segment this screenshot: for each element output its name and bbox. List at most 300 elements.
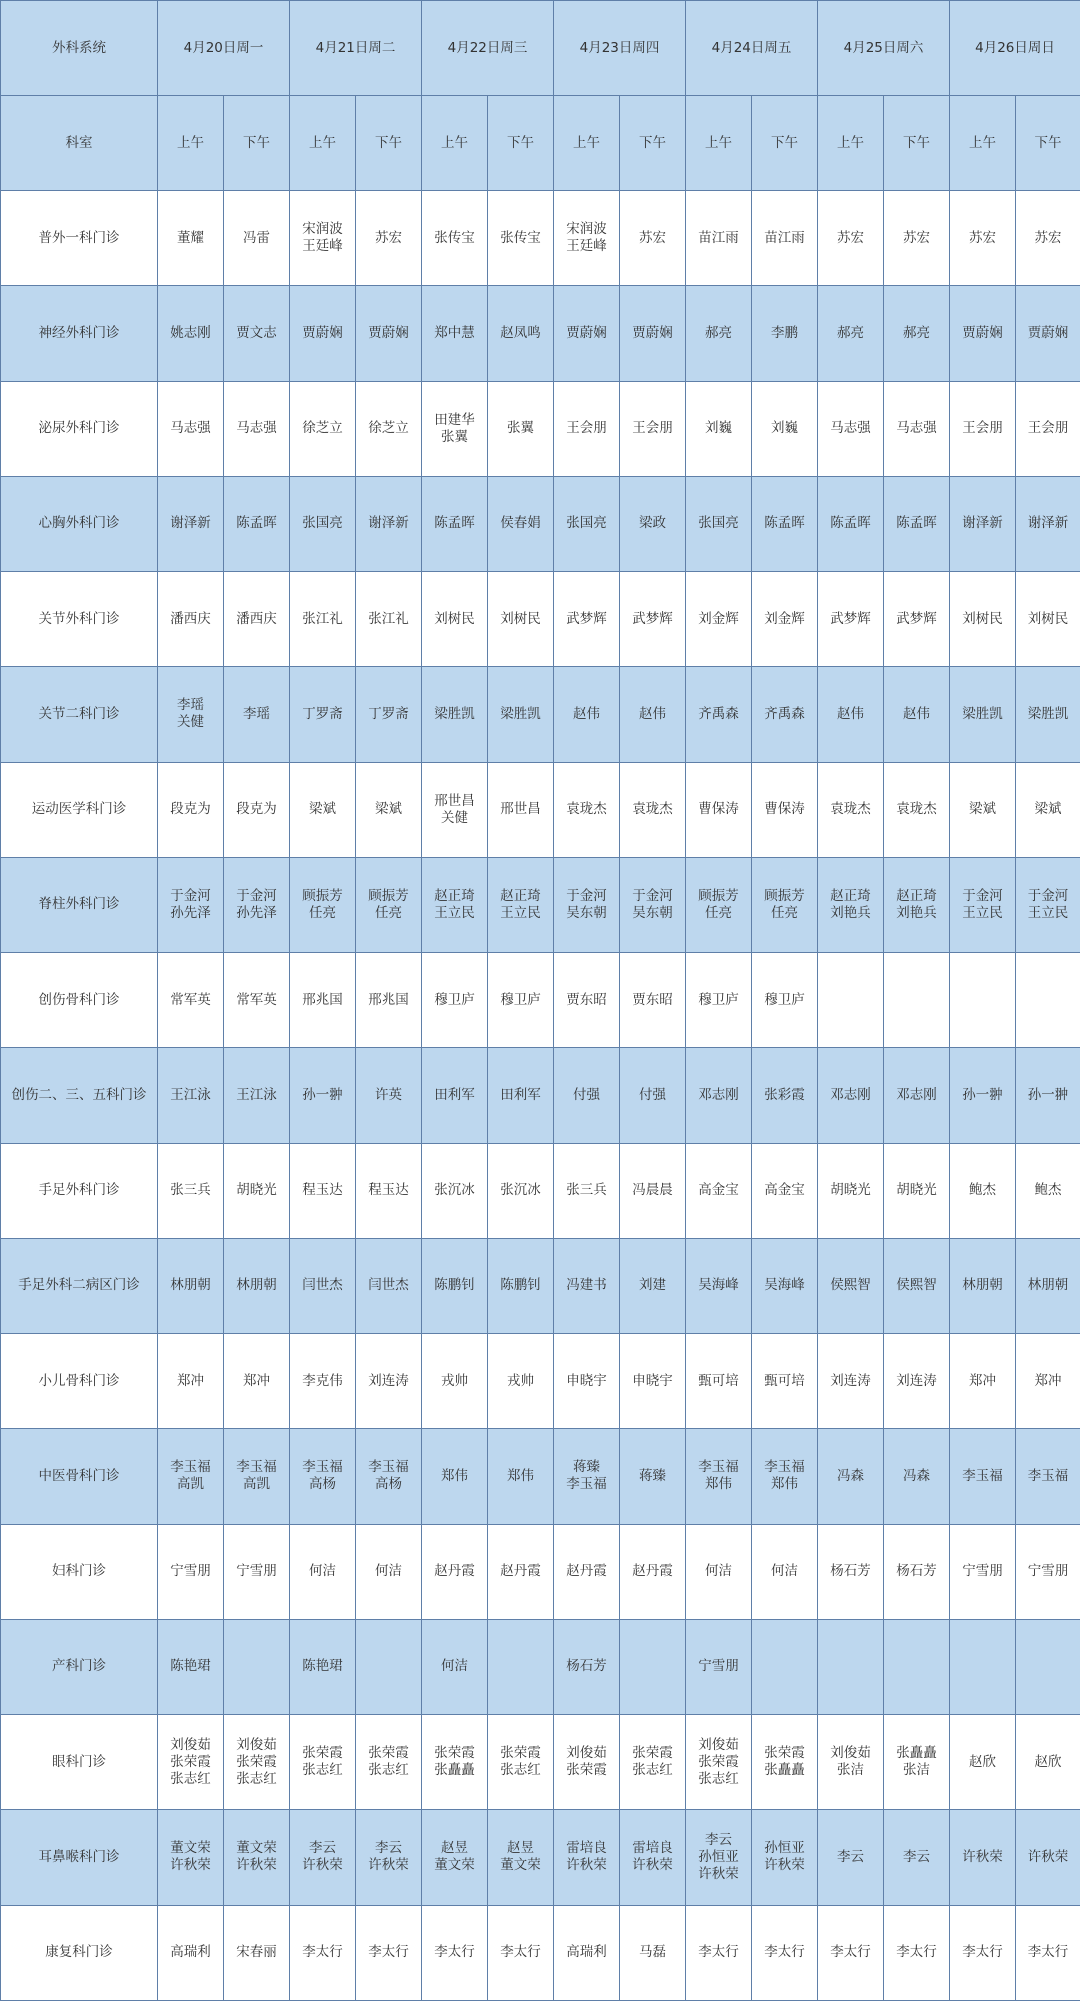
am-doctor-cell	[290, 1238, 356, 1333]
am-doctor-cell	[950, 476, 1016, 571]
am-doctor-cell	[158, 1334, 224, 1429]
doctor-name: 张彩霞	[752, 1087, 817, 1104]
doctor-name: 许英	[356, 1087, 421, 1104]
am-doctor-cell	[554, 762, 620, 857]
doctor-name: 顾振芳	[752, 888, 817, 905]
doctor-name: 谢泽新	[356, 515, 421, 532]
am-doctor-cell	[554, 1905, 620, 2000]
pm-doctor-cell	[356, 286, 422, 381]
pm-doctor-cell	[488, 1905, 554, 2000]
pm-doctor-cell	[620, 1334, 686, 1429]
pm-doctor-cell	[884, 1143, 950, 1238]
am-doctor-cell	[158, 191, 224, 286]
pm-doctor-cell	[752, 286, 818, 381]
table-row	[1, 1334, 1080, 1429]
doctor-name: 梁斌	[356, 801, 421, 818]
am-doctor-cell	[158, 1048, 224, 1143]
pm-doctor-cell	[1016, 857, 1080, 952]
doctor-name: 贾蔚娴	[1016, 325, 1080, 342]
doctor-name: 赵丹霞	[422, 1563, 487, 1580]
pm-doctor-cell	[1016, 1048, 1080, 1143]
doctor-name: 张志红	[356, 1762, 421, 1779]
am-doctor-cell	[290, 191, 356, 286]
doctor-name: 孙恒亚	[752, 1840, 817, 1857]
am-doctor-cell	[818, 857, 884, 952]
doctor-name: 李太行	[356, 1944, 421, 1961]
doctor-name: 田利军	[422, 1087, 487, 1104]
pm-doctor-cell	[224, 1905, 290, 2000]
doctor-name: 谢泽新	[950, 515, 1015, 532]
pm-doctor-cell	[752, 762, 818, 857]
am-doctor-cell	[290, 1334, 356, 1429]
pm-doctor-cell	[752, 667, 818, 762]
pm-doctor-cell	[1016, 762, 1080, 857]
pm-doctor-cell	[356, 953, 422, 1048]
am-doctor-cell	[818, 1429, 884, 1524]
department-name: 创伤二、三、五科门诊	[1, 1048, 158, 1143]
pm-doctor-cell	[752, 953, 818, 1048]
doctor-name: 刘树民	[422, 611, 487, 628]
doctor-name: 董文荣	[488, 1857, 553, 1874]
doctor-name: 马志强	[818, 420, 883, 437]
doctor-name: 宋润波	[554, 221, 619, 238]
table-row	[1, 1238, 1080, 1333]
pm-doctor-cell	[1016, 953, 1080, 1048]
doctor-name: 苏宏	[818, 230, 883, 247]
pm-doctor-cell	[1016, 381, 1080, 476]
am-doctor-cell	[950, 1048, 1016, 1143]
doctor-name: 袁珑杰	[884, 801, 949, 818]
doctor-name: 于金河	[950, 888, 1015, 905]
doctor-name: 陈孟晖	[224, 515, 289, 532]
pm-doctor-cell	[488, 1334, 554, 1429]
am-doctor-cell	[290, 1143, 356, 1238]
doctor-name: 王会朋	[620, 420, 685, 437]
doctor-name: 李瑶	[158, 697, 223, 714]
doctor-name: 张荣霞	[620, 1745, 685, 1762]
am-doctor-cell	[950, 762, 1016, 857]
doctor-name: 张荣霞	[686, 1754, 751, 1771]
am-doctor-cell	[422, 381, 488, 476]
pm-doctor-cell	[224, 1238, 290, 1333]
doctor-name: 顾振芳	[290, 888, 355, 905]
doctor-name: 许秋荣	[620, 1857, 685, 1874]
doctor-name: 许秋荣	[224, 1857, 289, 1874]
pm-doctor-cell	[356, 476, 422, 571]
pm-doctor-cell	[884, 762, 950, 857]
am-doctor-cell	[290, 953, 356, 1048]
doctor-name: 邓志刚	[686, 1087, 751, 1104]
pm-doctor-cell	[752, 1715, 818, 1810]
doctor-name: 梁胜凯	[488, 706, 553, 723]
am-doctor-cell	[554, 191, 620, 286]
doctor-name: 于金河	[1016, 888, 1080, 905]
pm-header: 下午	[356, 96, 422, 191]
doctor-name: 董文荣	[422, 1857, 487, 1874]
doctor-name: 刘树民	[1016, 611, 1080, 628]
doctor-name: 李太行	[1016, 1944, 1080, 1961]
pm-doctor-cell	[1016, 286, 1080, 381]
doctor-name: 王廷峰	[554, 238, 619, 255]
doctor-name: 贾蔚娴	[356, 325, 421, 342]
department-name: 运动医学科门诊	[1, 762, 158, 857]
doctor-name: 张矗矗	[422, 1762, 487, 1779]
doctor-name: 许秋荣	[1016, 1849, 1080, 1866]
department-name: 普外一科门诊	[1, 191, 158, 286]
am-doctor-cell	[422, 667, 488, 762]
doctor-name: 胡晓光	[224, 1182, 289, 1199]
doctor-name: 陈孟晖	[752, 515, 817, 532]
doctor-name: 赵伟	[884, 706, 949, 723]
pm-doctor-cell	[224, 1429, 290, 1524]
doctor-name: 许秋荣	[752, 1857, 817, 1874]
doctor-name: 张传宝	[422, 230, 487, 247]
doctor-name: 高凯	[158, 1476, 223, 1493]
doctor-name: 郑冲	[224, 1373, 289, 1390]
pm-doctor-cell	[1016, 572, 1080, 667]
doctor-name: 许秋荣	[554, 1857, 619, 1874]
doctor-name: 梁斌	[290, 801, 355, 818]
doctor-name: 冯晨晨	[620, 1182, 685, 1199]
doctor-name: 李太行	[884, 1944, 949, 1961]
pm-doctor-cell	[884, 1715, 950, 1810]
doctor-name: 吴海峰	[686, 1277, 751, 1294]
doctor-name: 郑中慧	[422, 325, 487, 342]
doctor-name: 郑伟	[752, 1476, 817, 1493]
doctor-name: 梁政	[620, 515, 685, 532]
doctor-name: 王江泳	[158, 1087, 223, 1104]
am-doctor-cell	[290, 286, 356, 381]
doctor-name: 申晓宇	[554, 1373, 619, 1390]
doctor-name: 高杨	[290, 1476, 355, 1493]
doctor-name: 董文荣	[158, 1840, 223, 1857]
pm-doctor-cell	[488, 572, 554, 667]
date-header-sun: 4月26日周日	[950, 1, 1080, 96]
doctor-name: 段克为	[158, 801, 223, 818]
am-doctor-cell	[818, 1715, 884, 1810]
doctor-name: 李玉福	[158, 1459, 223, 1476]
doctor-name: 高杨	[356, 1476, 421, 1493]
am-header: 上午	[290, 96, 356, 191]
doctor-name: 王江泳	[224, 1087, 289, 1104]
doctor-name: 苏宏	[620, 230, 685, 247]
doctor-name: 郝亮	[686, 325, 751, 342]
doctor-name: 杨石芳	[818, 1563, 883, 1580]
pm-doctor-cell	[356, 1048, 422, 1143]
pm-doctor-cell	[884, 667, 950, 762]
doctor-name: 林朋朝	[1016, 1277, 1080, 1294]
doctor-name: 张矗矗	[884, 1745, 949, 1762]
am-doctor-cell	[158, 1810, 224, 1905]
doctor-name: 任亮	[686, 905, 751, 922]
pm-doctor-cell	[356, 667, 422, 762]
table-row	[1, 572, 1080, 667]
am-doctor-cell	[554, 1619, 620, 1714]
doctor-name: 宁雪朋	[950, 1563, 1015, 1580]
doctor-name: 孙先泽	[158, 905, 223, 922]
am-doctor-cell	[290, 1619, 356, 1714]
am-doctor-cell	[290, 1715, 356, 1810]
pm-doctor-cell	[356, 762, 422, 857]
pm-doctor-cell	[884, 381, 950, 476]
doctor-name: 贾文志	[224, 325, 289, 342]
doctor-name: 张三兵	[554, 1182, 619, 1199]
doctor-name: 李克伟	[290, 1373, 355, 1390]
doctor-name: 申晓宇	[620, 1373, 685, 1390]
pm-doctor-cell	[356, 1715, 422, 1810]
doctor-name: 刘俊茹	[224, 1737, 289, 1754]
am-doctor-cell	[818, 476, 884, 571]
doctor-name: 孙先泽	[224, 905, 289, 922]
doctor-name: 赵丹霞	[488, 1563, 553, 1580]
am-doctor-cell	[158, 286, 224, 381]
table-row	[1, 381, 1080, 476]
doctor-name: 李太行	[950, 1944, 1015, 1961]
doctor-name: 冯建书	[554, 1277, 619, 1294]
doctor-name: 马磊	[620, 1944, 685, 1961]
am-doctor-cell	[950, 953, 1016, 1048]
am-doctor-cell	[290, 1429, 356, 1524]
department-name: 关节二科门诊	[1, 667, 158, 762]
pm-doctor-cell	[488, 667, 554, 762]
pm-doctor-cell	[752, 1334, 818, 1429]
doctor-name: 侯春娟	[488, 515, 553, 532]
doctor-name: 郑冲	[158, 1373, 223, 1390]
doctor-name: 张志红	[158, 1771, 223, 1788]
am-doctor-cell	[686, 1715, 752, 1810]
doctor-name: 张荣霞	[488, 1745, 553, 1762]
doctor-name: 苏宏	[1016, 230, 1080, 247]
doctor-name: 蒋臻	[554, 1459, 619, 1476]
pm-doctor-cell	[488, 286, 554, 381]
doctor-name: 邢世昌	[488, 801, 553, 818]
doctor-name: 张洁	[884, 1762, 949, 1779]
doctor-name: 杨石芳	[554, 1658, 619, 1675]
doctor-name: 陈孟晖	[818, 515, 883, 532]
doctor-name: 闫世杰	[356, 1277, 421, 1294]
pm-doctor-cell	[884, 1429, 950, 1524]
pm-doctor-cell	[620, 476, 686, 571]
pm-doctor-cell	[752, 191, 818, 286]
doctor-name: 杨石芳	[884, 1563, 949, 1580]
pm-doctor-cell	[884, 1905, 950, 2000]
doctor-name: 李鹏	[752, 325, 817, 342]
department-name: 脊柱外科门诊	[1, 857, 158, 952]
doctor-name: 王会朋	[1016, 420, 1080, 437]
doctor-name: 付强	[620, 1087, 685, 1104]
pm-doctor-cell	[488, 1524, 554, 1619]
doctor-name: 王廷峰	[290, 238, 355, 255]
doctor-name: 何洁	[356, 1563, 421, 1580]
am-doctor-cell	[290, 667, 356, 762]
doctor-name: 苏宏	[356, 230, 421, 247]
table-row	[1, 1905, 1080, 2000]
doctor-name: 邓志刚	[818, 1087, 883, 1104]
doctor-name: 张荣霞	[752, 1745, 817, 1762]
doctor-name: 何洁	[290, 1563, 355, 1580]
am-doctor-cell	[818, 1048, 884, 1143]
am-doctor-cell	[554, 1429, 620, 1524]
am-doctor-cell	[422, 762, 488, 857]
pm-header: 下午	[620, 96, 686, 191]
pm-doctor-cell	[224, 1715, 290, 1810]
doctor-name: 苏宏	[950, 230, 1015, 247]
doctor-name: 胡晓光	[884, 1182, 949, 1199]
doctor-name: 任亮	[290, 905, 355, 922]
doctor-name: 郝亮	[884, 325, 949, 342]
pm-doctor-cell	[488, 476, 554, 571]
system-label: 外科系统	[1, 1, 158, 96]
doctor-name: 宁雪朋	[158, 1563, 223, 1580]
table-row	[1, 1524, 1080, 1619]
am-doctor-cell	[686, 1334, 752, 1429]
pm-header: 下午	[752, 96, 818, 191]
doctor-name: 赵正琦	[488, 888, 553, 905]
doctor-name: 张矗矗	[752, 1762, 817, 1779]
doctor-name: 张荣霞	[224, 1754, 289, 1771]
doctor-name: 李云	[356, 1840, 421, 1857]
doctor-name: 顾振芳	[356, 888, 421, 905]
pm-doctor-cell	[620, 286, 686, 381]
am-doctor-cell	[818, 1524, 884, 1619]
am-doctor-cell	[950, 1524, 1016, 1619]
am-doctor-cell	[950, 1905, 1016, 2000]
am-doctor-cell	[686, 762, 752, 857]
table-row	[1, 667, 1080, 762]
pm-doctor-cell	[224, 1334, 290, 1429]
doctor-name: 刘艳兵	[884, 905, 949, 922]
department-name: 神经外科门诊	[1, 286, 158, 381]
am-doctor-cell	[158, 381, 224, 476]
doctor-name: 李玉福	[224, 1459, 289, 1476]
am-doctor-cell	[818, 667, 884, 762]
doctor-name: 李太行	[488, 1944, 553, 1961]
doctor-name: 闫世杰	[290, 1277, 355, 1294]
am-doctor-cell	[950, 1334, 1016, 1429]
table-row	[1, 1048, 1080, 1143]
am-doctor-cell	[290, 572, 356, 667]
doctor-name: 梁斌	[950, 801, 1015, 818]
am-doctor-cell	[950, 1143, 1016, 1238]
doctor-name: 何洁	[752, 1563, 817, 1580]
doctor-name: 邓志刚	[884, 1087, 949, 1104]
doctor-name: 陈孟晖	[422, 515, 487, 532]
doctor-name: 潘西庆	[158, 611, 223, 628]
doctor-name: 赵欣	[950, 1754, 1015, 1771]
am-doctor-cell	[422, 953, 488, 1048]
doctor-name: 郑冲	[950, 1373, 1015, 1390]
doctor-name: 郑伟	[686, 1476, 751, 1493]
pm-doctor-cell	[752, 1524, 818, 1619]
doctor-name: 戎帅	[488, 1373, 553, 1390]
doctor-name: 李云	[686, 1832, 751, 1849]
doctor-name: 于金河	[554, 888, 619, 905]
pm-doctor-cell	[488, 1429, 554, 1524]
am-doctor-cell	[818, 1238, 884, 1333]
pm-doctor-cell	[620, 1715, 686, 1810]
pm-doctor-cell	[488, 1048, 554, 1143]
doctor-name: 常军英	[158, 992, 223, 1009]
am-header: 上午	[686, 96, 752, 191]
pm-doctor-cell	[224, 572, 290, 667]
doctor-name: 刘树民	[488, 611, 553, 628]
pm-doctor-cell	[1016, 1905, 1080, 2000]
doctor-name: 李玉福	[752, 1459, 817, 1476]
pm-doctor-cell	[488, 762, 554, 857]
doctor-name: 刘俊茹	[686, 1737, 751, 1754]
am-doctor-cell	[950, 857, 1016, 952]
doctor-name: 徐芝立	[290, 420, 355, 437]
doctor-name: 张翼	[422, 429, 487, 446]
pm-doctor-cell	[1016, 1715, 1080, 1810]
doctor-name: 鲍杰	[950, 1182, 1015, 1199]
pm-header: 下午	[488, 96, 554, 191]
am-doctor-cell	[818, 1810, 884, 1905]
doctor-name: 张志红	[488, 1762, 553, 1779]
doctor-name: 宁雪朋	[686, 1658, 751, 1675]
doctor-name: 陈孟晖	[884, 515, 949, 532]
doctor-name: 王立民	[422, 905, 487, 922]
doctor-name: 许秋荣	[158, 1857, 223, 1874]
am-doctor-cell	[686, 1429, 752, 1524]
am-header: 上午	[422, 96, 488, 191]
am-doctor-cell	[686, 572, 752, 667]
doctor-name: 郑伟	[422, 1468, 487, 1485]
doctor-name: 刘连涛	[818, 1373, 883, 1390]
doctor-name: 关健	[158, 714, 223, 731]
am-doctor-cell	[422, 572, 488, 667]
am-doctor-cell	[554, 667, 620, 762]
table-row	[1, 1810, 1080, 1905]
doctor-name: 梁胜凯	[422, 706, 487, 723]
doctor-name: 袁珑杰	[620, 801, 685, 818]
doctor-name: 孙恒亚	[686, 1849, 751, 1866]
doctor-name: 赵凤鸣	[488, 325, 553, 342]
am-doctor-cell	[290, 1048, 356, 1143]
pm-doctor-cell	[1016, 1143, 1080, 1238]
doctor-name: 刘连涛	[884, 1373, 949, 1390]
pm-doctor-cell	[752, 1905, 818, 2000]
doctor-name: 李玉福	[290, 1459, 355, 1476]
pm-doctor-cell	[752, 572, 818, 667]
doctor-name: 冯森	[818, 1468, 883, 1485]
doctor-name: 马志强	[884, 420, 949, 437]
doctor-name: 刘金辉	[752, 611, 817, 628]
doctor-name: 武梦辉	[554, 611, 619, 628]
doctor-name: 吴东朝	[554, 905, 619, 922]
doctor-name: 王立民	[1016, 905, 1080, 922]
department-name: 中医骨科门诊	[1, 1429, 158, 1524]
am-doctor-cell	[158, 572, 224, 667]
table-row	[1, 286, 1080, 381]
pm-doctor-cell	[620, 1619, 686, 1714]
department-name: 手足外科门诊	[1, 1143, 158, 1238]
doctor-name: 孙一翀	[1016, 1087, 1080, 1104]
doctor-name: 刘艳兵	[818, 905, 883, 922]
am-doctor-cell	[554, 572, 620, 667]
doctor-name: 丁罗斋	[290, 706, 355, 723]
doctor-name: 许秋荣	[950, 1849, 1015, 1866]
pm-doctor-cell	[1016, 191, 1080, 286]
doctor-name: 赵丹霞	[554, 1563, 619, 1580]
pm-doctor-cell	[224, 1619, 290, 1714]
doctor-name: 吴海峰	[752, 1277, 817, 1294]
doctor-name: 张三兵	[158, 1182, 223, 1199]
doctor-name: 贾东昭	[620, 992, 685, 1009]
doctor-name: 张荣霞	[356, 1745, 421, 1762]
doctor-name: 鲍杰	[1016, 1182, 1080, 1199]
doctor-name: 宋润波	[290, 221, 355, 238]
